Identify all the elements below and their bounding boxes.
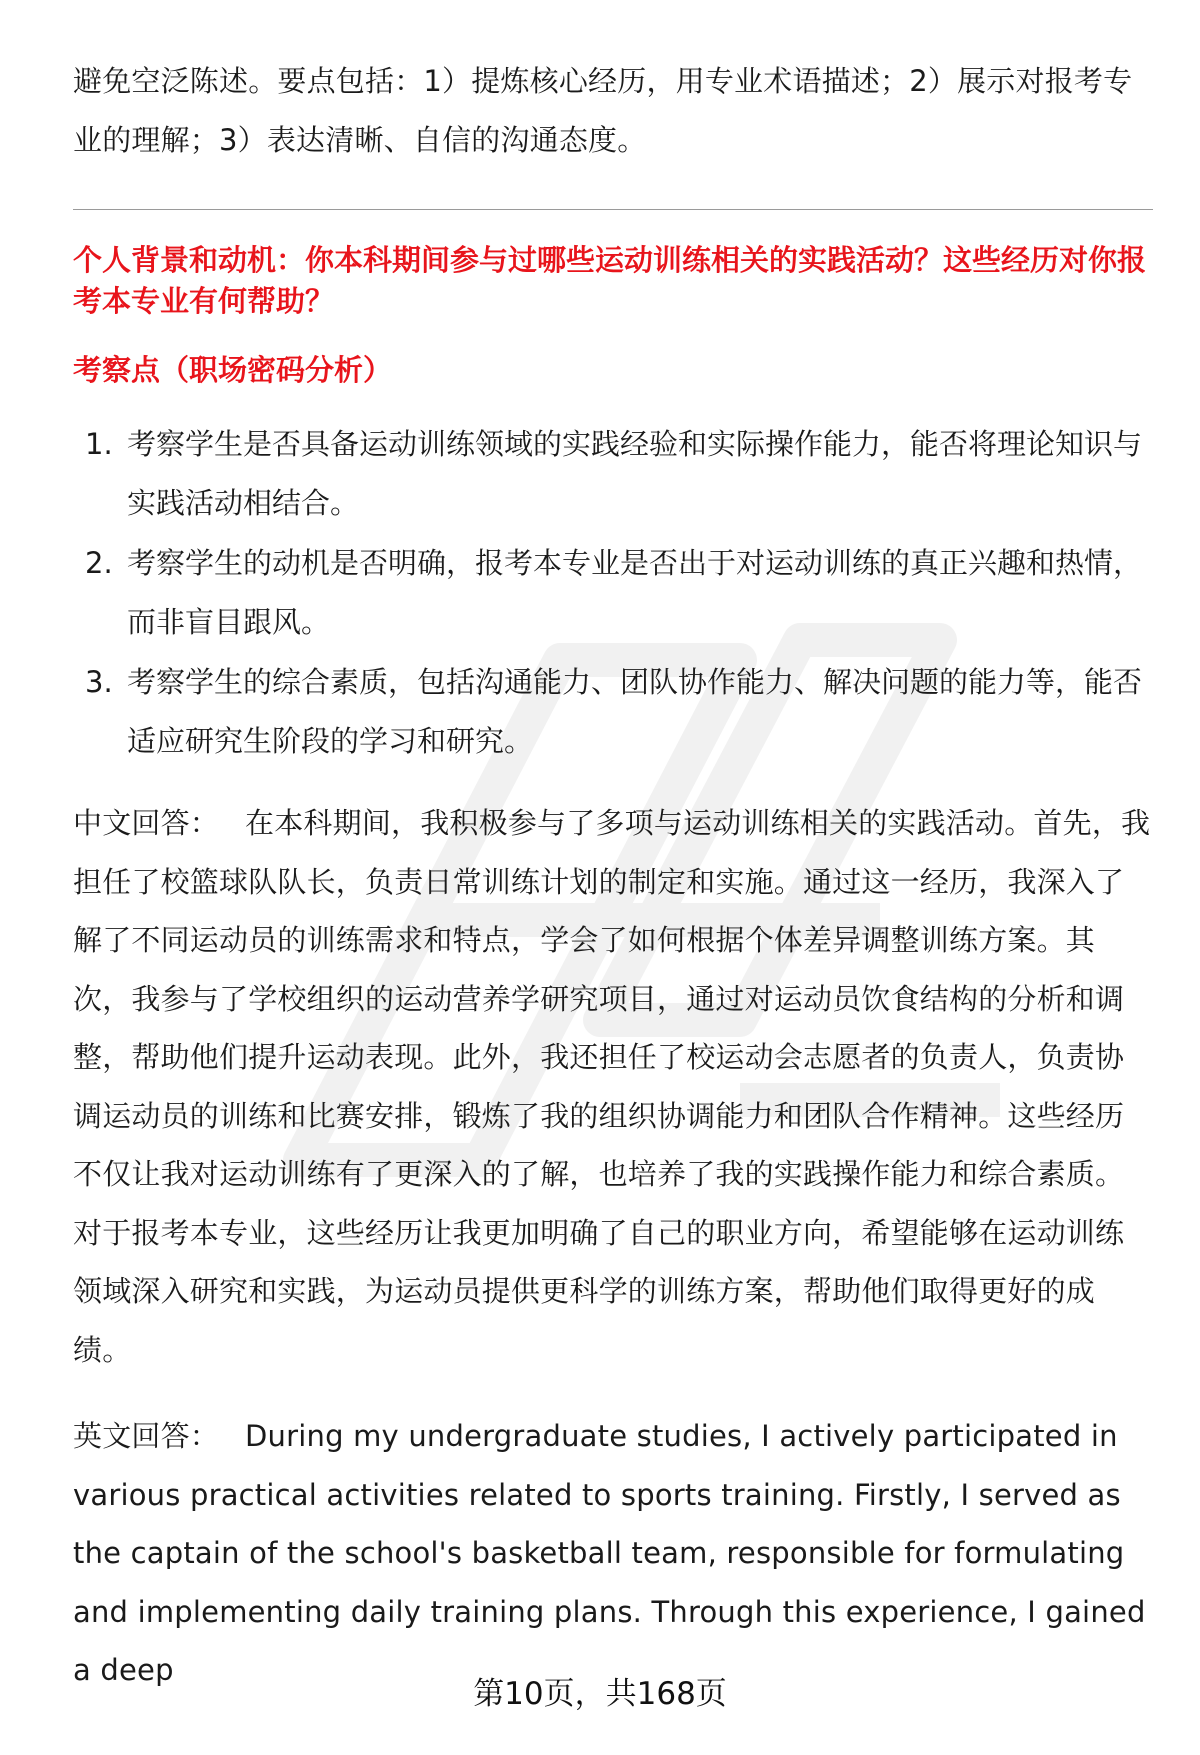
- assessment-points-heading: 考察点（职场密码分析）: [73, 353, 393, 387]
- english-answer-text: During my undergraduate studies, I actively participated in various practical activities related to sports training. Firstly, I served as the captain of the school's basketball team, responsible for formulating and implementing daily training plans. Through this experience, I gained a deep: [73, 1419, 1146, 1687]
- english-answer-paragraph: [73, 1407, 1153, 1700]
- page-number-footer: 第10页，共168页: [473, 1676, 727, 1712]
- chinese-answer-paragraph: [73, 794, 1153, 1379]
- list-item-text: 考察学生的综合素质，包括沟通能力、团队协作能力、解决问题的能力等，能否适应研究生阶段的学习和研究。: [127, 665, 1143, 758]
- list-item-text: 考察学生的动机是否明确，报考本专业是否出于对运动训练的真正兴趣和热情，而非盲目跟风。: [127, 546, 1143, 639]
- assessment-points-list: [73, 415, 1153, 770]
- intro-paragraph: 避免空泛陈述。要点包括：1）提炼核心经历，用专业术语描述；2）展示对报考专业的理解；3）表达清晰、自信的沟通态度。: [73, 64, 1133, 157]
- list-item-number: 1.: [85, 427, 113, 461]
- section-divider: [73, 209, 1153, 210]
- list-item-text: 考察学生是否具备运动训练领域的实践经验和实际操作能力，能否将理论知识与实践活动相结合。: [127, 427, 1143, 520]
- page-content: [73, 52, 1153, 1700]
- list-item: [73, 415, 1153, 532]
- chinese-answer-text: 在本科期间，我积极参与了多项与运动训练相关的实践活动。首先，我担任了校篮球队队长，负责日常训练计划的制定和实施。通过这一经历，我深入了解了不同运动员的训练需求和特点，学会了如何根据个体差异调整训练方案。其次，我参与了学校组织的运动营养学研究项目，通过对运动员饮食结构的分析和调整，帮助他们提升运动表现。此外，我还担任了校运动会志愿者的负责人，负责协调运动员的训练和比赛安排，锻炼了我的组织协调能力和团队合作精神。这些经历不仅让我对运动训练有了更深入的了解，也培养了我的实践操作能力和综合素质。对于报考本专业，这些经历让我更加明确了自己的职业方向，希望能够在运动训练领域深入研究和实践，为运动员提供更科学的训练方案，帮助他们取得更好的成绩。: [73, 806, 1151, 1367]
- chinese-answer-label: 中文回答：: [73, 806, 220, 840]
- list-item: [73, 653, 1153, 770]
- list-item-number: 3.: [85, 665, 113, 699]
- list-item: [73, 534, 1153, 651]
- list-item-number: 2.: [85, 546, 113, 580]
- english-answer-label: 英文回答：: [73, 1419, 220, 1453]
- question-heading: 个人背景和动机：你本科期间参与过哪些运动训练相关的实践活动？这些经历对你报考本专业有何帮助？: [73, 243, 1147, 318]
